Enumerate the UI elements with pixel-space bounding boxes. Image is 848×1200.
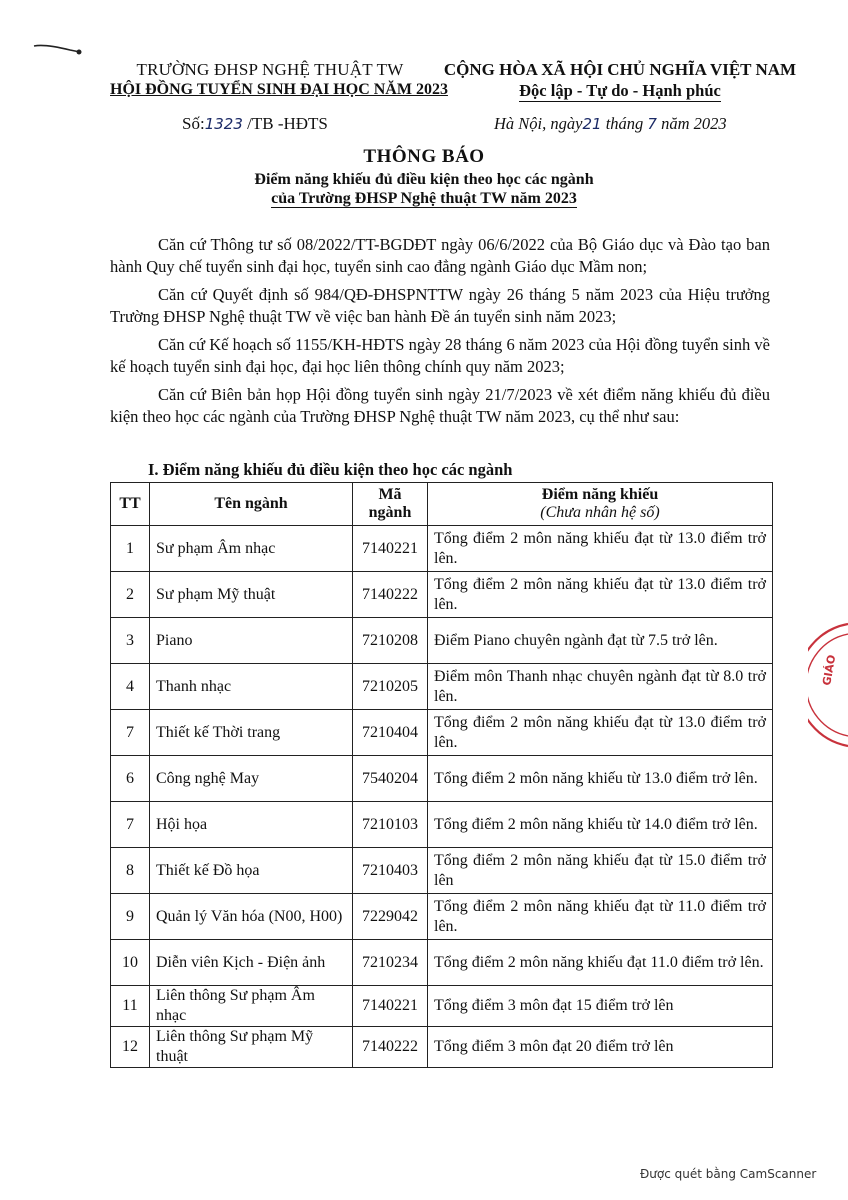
row-score-requirement: Tổng điểm 2 môn năng khiếu đạt từ 11.0 điểm trở lên. xyxy=(428,894,773,940)
table-row xyxy=(111,894,773,940)
row-major-name: Quản lý Văn hóa (N00, H00) xyxy=(150,894,353,940)
date-month-label: tháng xyxy=(605,114,644,133)
legal-basis-paragraph: Căn cứ Kế hoạch số 1155/KH-HĐTS ngày 28 tháng 6 năm 2023 của Hội đồng tuyển sinh về kế hoạch tuyển sinh đại học, đại học liên thông chính quy năm 2023; xyxy=(110,335,770,376)
aptitude-score-table xyxy=(110,482,773,1068)
row-major-name: Sư phạm Mỹ thuật xyxy=(150,572,353,618)
row-score-requirement: Tổng điểm 2 môn năng khiếu đạt từ 15.0 điểm trở lên xyxy=(428,848,773,894)
country-name: CỘNG HÒA XÃ HỘI CHỦ NGHĨA VIỆT NAM xyxy=(443,60,797,79)
row-tt: 9 xyxy=(111,894,150,940)
row-tt: 2 xyxy=(111,572,150,618)
issue-date xyxy=(494,114,727,134)
row-score-requirement: Tổng điểm 2 môn năng khiếu đạt từ 13.0 điểm trở lên. xyxy=(428,526,773,572)
row-major-name: Thanh nhạc xyxy=(150,664,353,710)
row-major-name: Thiết kế Thời trang xyxy=(150,710,353,756)
doc-number-suffix: /TB -HĐTS xyxy=(247,114,328,133)
row-tt: 3 xyxy=(111,618,150,664)
table-row xyxy=(111,572,773,618)
header-major-name: Tên ngành xyxy=(150,483,353,526)
row-tt: 8 xyxy=(111,848,150,894)
date-place: Hà Nội, ngày xyxy=(494,114,583,133)
row-tt: 11 xyxy=(111,986,150,1027)
seal-text: GIÁO xyxy=(820,653,839,687)
table-row xyxy=(111,848,773,894)
scanner-watermark: Được quét bằng CamScanner xyxy=(640,1167,817,1181)
row-tt: 6 xyxy=(111,756,150,802)
document-title: THÔNG BÁO xyxy=(363,146,485,167)
row-major-code: 7140222 xyxy=(353,572,428,618)
national-motto: Độc lập - Tự do - Hạnh phúc xyxy=(519,81,721,100)
header-tt: TT xyxy=(111,483,150,526)
row-major-code: 7210234 xyxy=(353,940,428,986)
legal-basis-paragraph: Căn cứ Biên bản họp Hội đồng tuyển sinh ngày 21/7/2023 về xét điểm năng khiếu đủ điều kiện theo học các ngành của Trường ĐHSP Nghệ thuật TW năm 2023, cụ thể như sau: xyxy=(110,385,770,426)
doc-number-prefix: Số: xyxy=(182,114,205,133)
row-tt: 10 xyxy=(111,940,150,986)
row-score-requirement: Điểm Piano chuyên ngành đạt từ 7.5 trở lên. xyxy=(428,618,773,664)
row-tt: 7 xyxy=(111,710,150,756)
table-row xyxy=(111,526,773,572)
table-row xyxy=(111,618,773,664)
document-number xyxy=(182,114,328,134)
date-day: 21 xyxy=(582,115,602,133)
row-major-name: Thiết kế Đồ họa xyxy=(150,848,353,894)
table-row xyxy=(111,986,773,1027)
doc-number-handwritten: 1323 xyxy=(204,115,243,133)
row-score-requirement: Tổng điểm 2 môn năng khiếu đạt 11.0 điểm trở lên. xyxy=(428,940,773,986)
row-score-requirement: Tổng điểm 3 môn đạt 20 điểm trở lên xyxy=(428,1027,773,1068)
issuer-name: TRƯỜNG ĐHSP NGHỆ THUẬT TW xyxy=(136,60,404,79)
table-row xyxy=(111,756,773,802)
header-aptitude-score: Điểm năng khiếu (Chưa nhân hệ số) xyxy=(428,483,773,526)
table-body xyxy=(111,526,773,1068)
table-row xyxy=(111,940,773,986)
pen-mark-icon xyxy=(30,38,90,60)
date-month: 7 xyxy=(647,115,657,133)
row-major-name: Công nghệ May xyxy=(150,756,353,802)
row-major-name: Liên thông Sư phạm Âm nhạc xyxy=(150,986,353,1027)
table-row xyxy=(111,802,773,848)
row-major-code: 7140221 xyxy=(353,986,428,1027)
row-major-code: 7210103 xyxy=(353,802,428,848)
legal-basis-paragraph: Căn cứ Thông tư số 08/2022/TT-BGDĐT ngày 06/6/2022 của Bộ Giáo dục và Đào tạo ban hành Quy chế tuyển sinh đại học, tuyển sinh cao đẳng ngành Giáo dục Mầm non; xyxy=(110,235,770,276)
document-subtitle: Điểm năng khiếu đủ điều kiện theo học các ngành xyxy=(254,171,594,188)
document-title-block xyxy=(0,146,848,208)
row-major-code: 7210208 xyxy=(353,618,428,664)
row-score-requirement: Tổng điểm 2 môn năng khiếu đạt từ 13.0 điểm trở lên. xyxy=(428,710,773,756)
row-major-code: 7140221 xyxy=(353,526,428,572)
date-year: năm 2023 xyxy=(661,114,727,133)
row-major-name: Hội họa xyxy=(150,802,353,848)
table-header-row xyxy=(111,483,773,526)
issuer-council: HỘI ĐỒNG TUYỂN SINH ĐẠI HỌC NĂM 2023 xyxy=(110,81,448,98)
row-major-name: Piano xyxy=(150,618,353,664)
row-major-code: 7540204 xyxy=(353,756,428,802)
issuer-block xyxy=(110,60,448,99)
document-subtitle-2: của Trường ĐHSP Nghệ thuật TW năm 2023 xyxy=(271,190,577,207)
row-major-code: 7229042 xyxy=(353,894,428,940)
table-row xyxy=(111,710,773,756)
row-tt: 1 xyxy=(111,526,150,572)
row-tt: 12 xyxy=(111,1027,150,1068)
table-row xyxy=(111,664,773,710)
row-major-name: Diễn viên Kịch - Điện ảnh xyxy=(150,940,353,986)
row-major-code: 7140222 xyxy=(353,1027,428,1068)
header-major-code: Mã ngành xyxy=(353,483,428,526)
table-row xyxy=(111,1027,773,1068)
row-tt: 7 xyxy=(111,802,150,848)
row-tt: 4 xyxy=(111,664,150,710)
row-major-name: Liên thông Sư phạm Mỹ thuật xyxy=(150,1027,353,1068)
legal-basis-paragraph: Căn cứ Quyết định số 984/QĐ-ĐHSPNTTW ngày 26 tháng 5 năm 2023 của Hiệu trưởng Trường ĐHSP Nghệ thuật TW về việc ban hành Đề án tuyển sinh năm 2023; xyxy=(110,285,770,326)
row-major-code: 7210403 xyxy=(353,848,428,894)
row-score-requirement: Điểm môn Thanh nhạc chuyên ngành đạt từ 8.0 trở lên. xyxy=(428,664,773,710)
national-motto-block xyxy=(440,60,800,101)
row-major-code: 7210205 xyxy=(353,664,428,710)
row-major-name: Sư phạm Âm nhạc xyxy=(150,526,353,572)
row-score-requirement: Tổng điểm 3 môn đạt 15 điểm trở lên xyxy=(428,986,773,1027)
document-body xyxy=(110,234,770,434)
row-score-requirement: Tổng điểm 2 môn năng khiếu đạt từ 13.0 điểm trở lên. xyxy=(428,572,773,618)
section-heading: I. Điểm năng khiếu đủ điều kiện theo học các ngành xyxy=(148,460,513,479)
row-major-code: 7210404 xyxy=(353,710,428,756)
row-score-requirement: Tổng điểm 2 môn năng khiếu từ 14.0 điểm trở lên. xyxy=(428,802,773,848)
row-score-requirement: Tổng điểm 2 môn năng khiếu từ 13.0 điểm trở lên. xyxy=(428,756,773,802)
official-seal-stamp xyxy=(808,620,848,750)
